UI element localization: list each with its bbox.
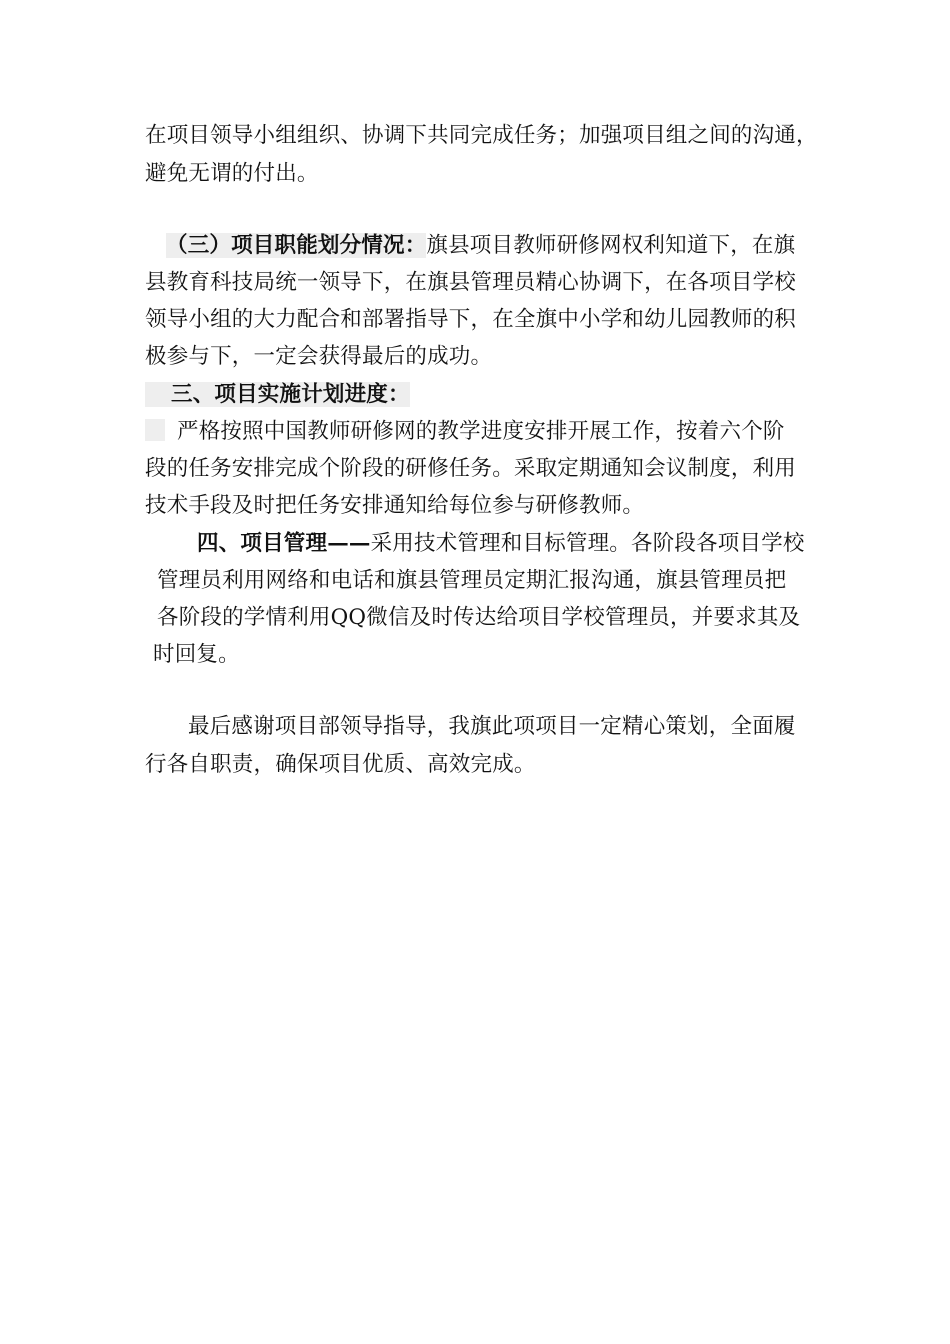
part-3-heading: 三、项目实施计划进度： <box>145 382 410 407</box>
shading-mark <box>145 419 165 441</box>
part-3-line-2: 段的任务安排完成个阶段的研修任务。采取定期通知会议制度，利用 <box>145 456 797 481</box>
part-4-line-2: 管理员利用网络和电话和旗县管理员定期汇报沟通，旗县管理员把 <box>157 568 787 593</box>
section-3-heading: （三）项目职能划分情况： <box>166 233 427 258</box>
part-3-line-3: 技术手段及时把任务安排通知给每位参与研修教师。 <box>145 493 645 518</box>
part-4-heading: 四、项目管理—— <box>197 531 371 556</box>
section-3-line-3: 领导小组的大力配合和部署指导下，在全旗中小学和幼儿园教师的积 <box>145 307 797 332</box>
section-3-line-2: 县教育科技局统一领导下，在旗县管理员精心协调下，在各项目学校 <box>145 270 797 295</box>
part-3-heading-line <box>145 380 410 410</box>
part-4-line-1-text: 采用技术管理和目标管理。各阶段各项目学校 <box>370 531 805 556</box>
section-3-line-1 <box>166 231 795 261</box>
part-3-line-1-text: 严格按照中国教师研修网的教学进度安排开展工作，按着六个阶 <box>177 419 785 444</box>
intro-line-2: 避免无谓的付出。 <box>145 161 319 186</box>
section-3-line-4: 极参与下，一定会获得最后的成功。 <box>145 344 493 369</box>
part-3-line-1 <box>145 417 785 447</box>
part-4-line-3: 各阶段的学情利用QQ微信及时传达给项目学校管理员，并要求其及 <box>157 605 801 630</box>
section-3-line-1-text: 旗县项目教师研修网权利知道下，在旗 <box>426 233 796 258</box>
closing-line-1: 最后感谢项目部领导指导，我旗此项项目一定精心策划，全面履 <box>188 714 796 739</box>
intro-line-1: 在项目领导小组组织、协调下共同完成任务；加强项目组之间的沟通， <box>145 123 818 148</box>
part-4-line-1 <box>197 529 805 559</box>
closing-line-2: 行各自职责，确保项目优质、高效完成。 <box>145 752 536 777</box>
part-4-line-4: 时回复。 <box>153 642 240 667</box>
